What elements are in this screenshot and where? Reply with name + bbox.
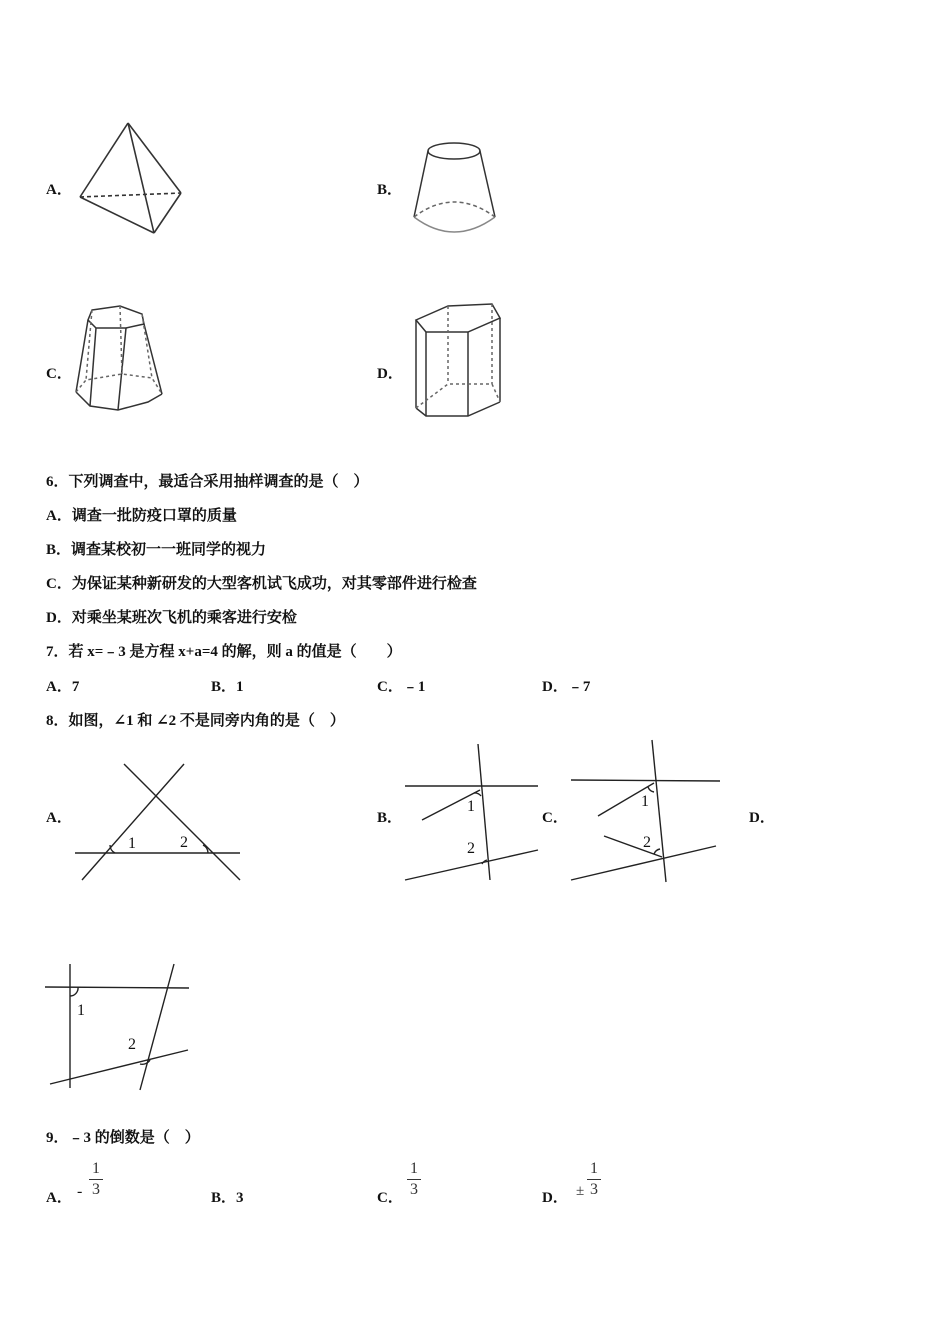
q7-option-c: C．﹣1 [377,679,426,695]
q8c-angle1-label: 1 [641,793,649,810]
q5-figure-c-octagonal-frustum [72,302,177,420]
q7-stem: 7．若 x=﹣3 是方程 x+a=4 的解，则 a 的值是（ ） [46,644,402,660]
q7-option-a: A．7 [46,679,80,695]
q7-option-d: D．﹣7 [542,679,591,695]
q6-option-d: D．对乘坐某班次飞机的乘客进行安检 [46,610,297,626]
q8b-angle2-label: 2 [467,840,475,857]
q9-option-c-fraction [407,1160,421,1199]
q6-option-c: C．为保证某种新研发的大型客机试飞成功，对其零部件进行检查 [46,576,477,592]
q6-option-b: B．调查某校初一一班同学的视力 [46,542,267,558]
q8-figure-c [568,736,728,886]
q9-stem: 9．﹣3 的倒数是（ ） [46,1130,200,1146]
q5-figure-a-tetrahedron [70,115,200,245]
q7-option-b: B．1 [211,679,244,695]
q8-figure-b [402,740,542,885]
q8-figure-a [72,760,247,885]
q5-figure-d-hexagonal-prism [410,298,510,423]
q6-stem: 6．下列调查中，最适合采用抽样调查的是（ ） [46,474,369,490]
fraction-bar [407,1179,421,1180]
q9-option-a-label: A． [46,1190,72,1206]
q9-a-denominator: 3 [92,1181,100,1198]
fraction-bar [587,1179,601,1180]
q9-option-b: B．3 [211,1190,244,1206]
q5-option-c-label: C． [46,366,72,382]
q8-option-a-label: A． [46,810,72,826]
q9-option-d-label: D． [542,1190,568,1206]
q9-option-c-label: C． [377,1190,403,1206]
q5-option-a-label: A． [46,182,72,198]
q9-option-d-sign: ± [576,1183,585,1199]
q9-d-numerator: 1 [590,1160,598,1177]
q8a-angle2-label: 2 [180,834,188,851]
q9-c-denominator: 3 [410,1181,418,1198]
q5-option-b-label: B． [377,182,403,198]
q9-d-denominator: 3 [590,1181,598,1198]
q8-option-b-label: B． [377,810,403,826]
q9-option-d-fraction [587,1160,601,1199]
q8d-angle2-label: 2 [128,1036,136,1053]
q8-stem: 8．如图，∠1 和 ∠2 不是同旁内角的是（ ） [46,713,345,729]
q8-option-c-label: C． [542,810,568,826]
q9-option-a-fraction [89,1160,103,1199]
q9-c-numerator: 1 [410,1160,418,1177]
q8-option-d-label: D． [749,810,775,826]
q8-figure-d [42,960,197,1095]
q9-a-numerator: 1 [92,1160,100,1177]
fraction-bar [89,1179,103,1180]
q5-option-d-label: D． [377,366,403,382]
q9-option-a-sign: - [77,1183,83,1200]
q8c-angle2-label: 2 [643,834,651,851]
q8b-angle1-label: 1 [467,798,475,815]
q8a-angle1-label: 1 [128,835,136,852]
q5-figure-b-frustum [405,135,505,240]
q6-option-a: A．调查一批防疫口罩的质量 [46,508,237,524]
q8d-angle1-label: 1 [77,1002,85,1019]
